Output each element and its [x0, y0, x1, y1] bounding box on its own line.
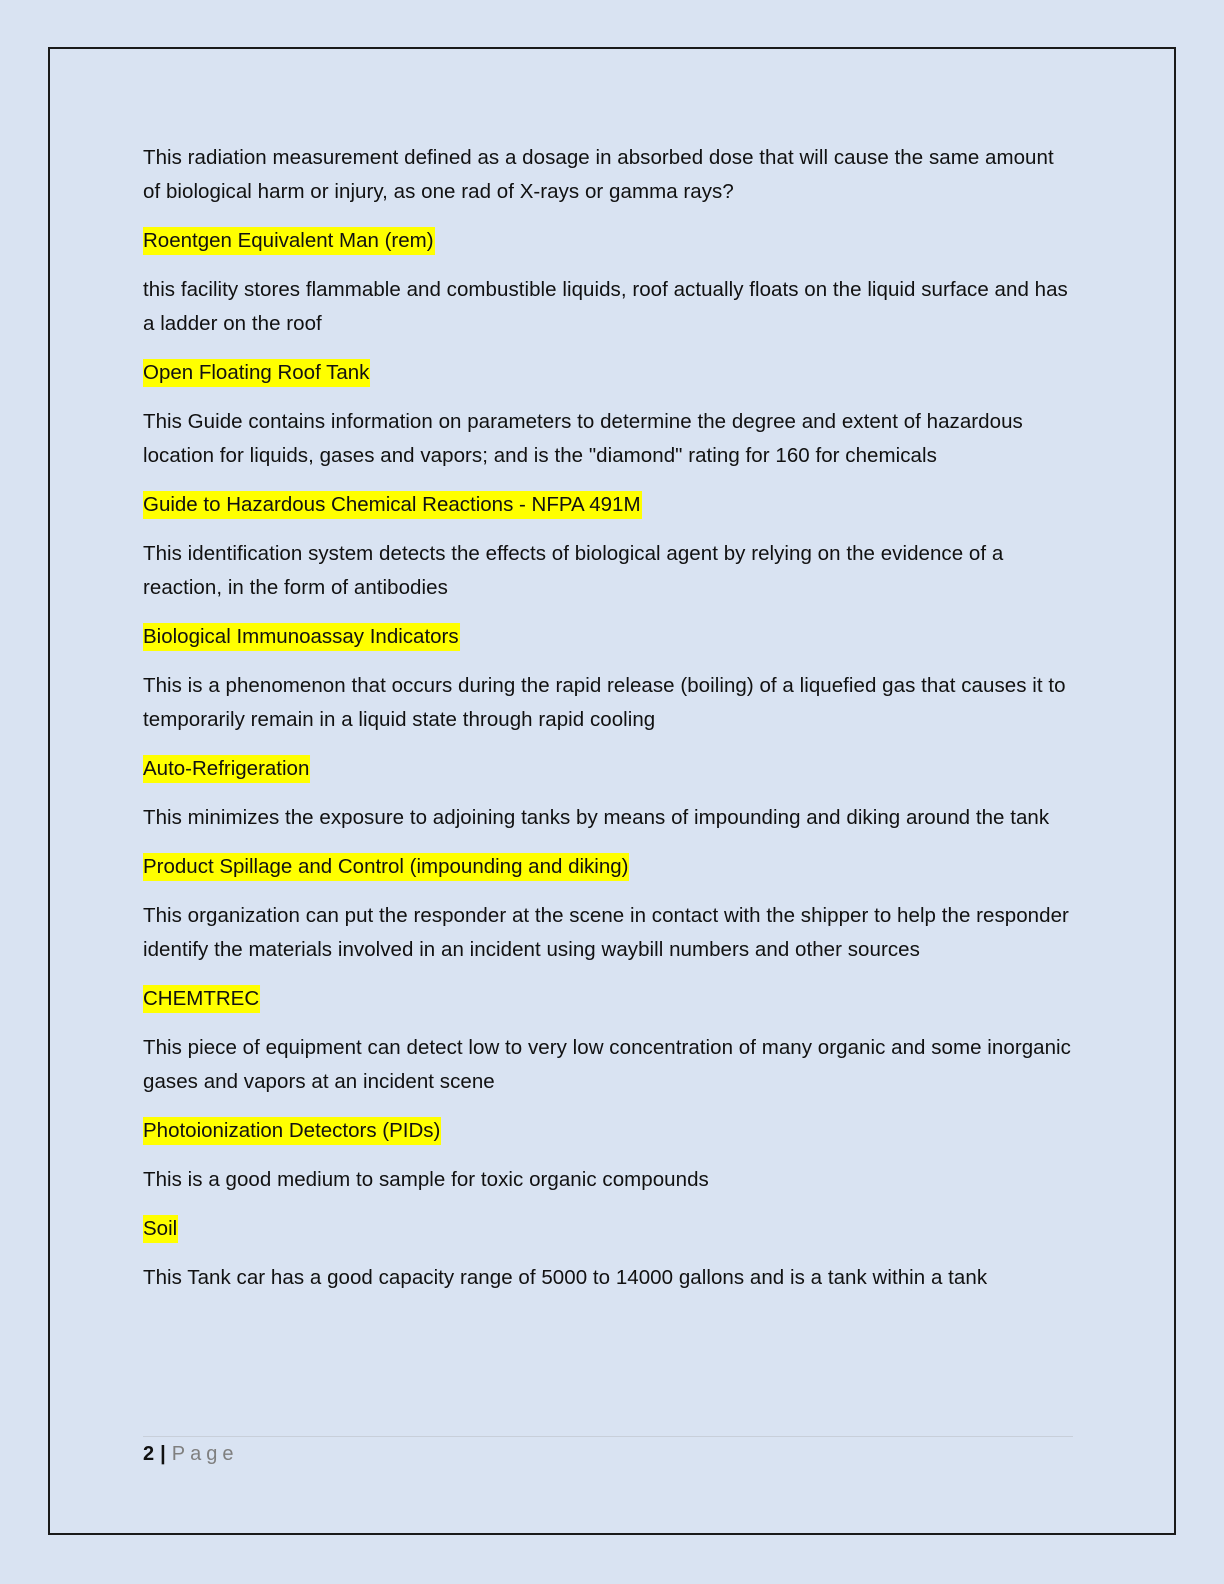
footer-separator: | — [160, 1443, 166, 1465]
answer-text — [143, 982, 1073, 1016]
page-label: Page — [171, 1443, 239, 1465]
answer-highlight: Product Spillage and Control (impounding and diking) — [143, 853, 629, 881]
question-text: This Tank car has a good capacity range of 5000 to 14000 gallons and is a tank within a tank — [143, 1266, 988, 1289]
footer-divider — [143, 1436, 1073, 1437]
answer-highlight: Roentgen Equivalent Man (rem) — [143, 227, 435, 255]
answer-text — [143, 752, 1073, 786]
answer-highlight: CHEMTREC — [143, 985, 260, 1013]
question-text: This Guide contains information on parameters to determine the degree and extent of hazardous location for liquids, gases and vapors; and is the "diamond" rating for 160 for chemicals — [143, 410, 1023, 467]
answer-text — [143, 1212, 1073, 1246]
answer-text — [143, 850, 1073, 884]
answer-highlight: Biological Immunoassay Indicators — [143, 623, 460, 651]
answer-highlight: Soil — [143, 1215, 178, 1243]
question-text: This piece of equipment can detect low to very low concentration of many organic and some inorganic gases and vapors at an incident scene — [143, 1036, 1071, 1093]
question-text: This organization can put the responder at the scene in contact with the shipper to help the responder identify the materials involved in an incident using waybill numbers and other sources — [143, 904, 1069, 961]
question-text: This radiation measurement defined as a dosage in absorbed dose that will cause the same amount of biological harm or injury, as one rad of X-rays or gamma rays? — [143, 146, 1054, 203]
question-text: This identification system detects the effects of biological agent by relying on the evidence of a reaction, in the form of antibodies — [143, 542, 1004, 599]
page-footer — [143, 1440, 238, 1468]
answer-text — [143, 488, 1073, 522]
answer-text — [143, 620, 1073, 654]
answer-highlight: Auto-Refrigeration — [143, 755, 310, 783]
answer-highlight: Photoionization Detectors (PIDs) — [143, 1117, 441, 1145]
question-text: This is a phenomenon that occurs during the rapid release (boiling) of a liquefied gas that causes it to temporarily remain in a liquid state through rapid cooling — [143, 674, 1066, 731]
question-text: This minimizes the exposure to adjoining tanks by means of impounding and diking around the tank — [143, 806, 1050, 829]
page-number: 2 — [143, 1443, 155, 1465]
question-text: this facility stores flammable and combustible liquids, roof actually floats on the liquid surface and has a ladder on the roof — [143, 278, 1068, 335]
answer-highlight: Guide to Hazardous Chemical Reactions - NFPA 491M — [143, 491, 642, 519]
answer-text — [143, 356, 1073, 390]
answer-highlight: Open Floating Roof Tank — [143, 359, 370, 387]
answer-text — [143, 224, 1073, 258]
document-body — [143, 141, 1073, 1310]
question-text: This is a good medium to sample for toxic organic compounds — [143, 1168, 709, 1191]
answer-text — [143, 1114, 1073, 1148]
